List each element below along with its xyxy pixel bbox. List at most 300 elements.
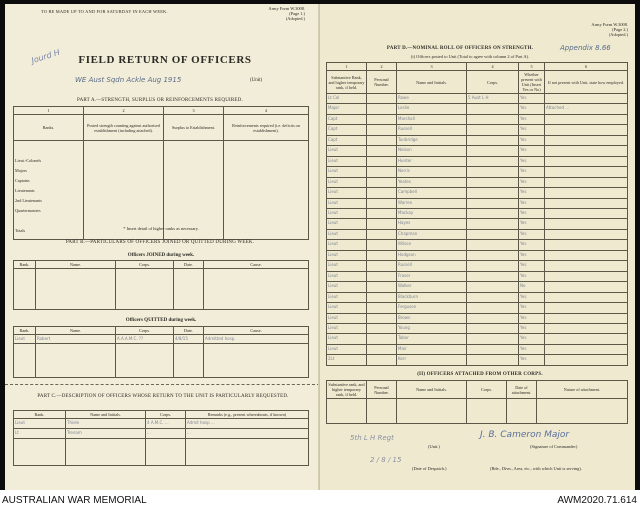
cell: Yes (519, 313, 545, 323)
cell (467, 282, 519, 292)
quitted-title: Officers QUITTED during week. (125, 318, 197, 323)
form-ref-page: (Page 2.) (612, 27, 628, 33)
col-header: Cause. (204, 261, 309, 269)
col-number: 4 (467, 63, 519, 71)
cell: Yes (519, 240, 545, 250)
cell (116, 344, 174, 378)
cell (545, 188, 628, 198)
cell (367, 355, 397, 366)
table-row (327, 313, 628, 323)
cell: Russell (397, 125, 467, 135)
cell: Lieut (327, 323, 367, 333)
cell: Yes (519, 334, 545, 344)
left-page (5, 4, 320, 490)
part-a-table (13, 106, 309, 240)
cell: ... (186, 429, 309, 439)
cell (545, 303, 628, 313)
cell (367, 177, 397, 187)
cell: Lieut (327, 334, 367, 344)
rank-label: Majors (15, 168, 27, 173)
cell: Lieut (327, 219, 367, 229)
unit-label: (Unit) (250, 78, 263, 83)
top-note: TO BE MADE UP TO AND FOR SATURDAY IN EACH WEEK. (41, 9, 168, 14)
cell (545, 323, 628, 333)
col-header: Substantive rank, and higher temporary rank, if held. (328, 382, 365, 397)
cell (467, 355, 519, 366)
cell: Warren (397, 198, 467, 208)
cell: Lieut (327, 292, 367, 302)
cell: Yeates (397, 177, 467, 187)
table-row (327, 250, 628, 260)
cell: Marshall (397, 114, 467, 124)
cell (467, 198, 519, 208)
cell: Lieut (14, 335, 36, 344)
cell: Lieut (327, 344, 367, 354)
unit-written: 5th L H Regt (350, 434, 394, 442)
cell: Lieut (327, 240, 367, 250)
table-row (327, 146, 628, 156)
cell: Lieut (327, 229, 367, 239)
table-row (327, 271, 628, 281)
cell (467, 334, 519, 344)
cell (367, 261, 397, 271)
table-row (327, 282, 628, 292)
table-row (327, 198, 628, 208)
col-number: 6 (545, 63, 628, 71)
cell (467, 208, 519, 218)
cell (367, 313, 397, 323)
cell: Yes (519, 146, 545, 156)
cell (367, 292, 397, 302)
area-label: (Bde., Divn., Area, etc., with which Unit is serving). (490, 466, 582, 471)
cell (545, 94, 628, 104)
cell (467, 125, 519, 135)
cell: Capt (327, 135, 367, 145)
cell: Yes (519, 114, 545, 124)
cell (545, 135, 628, 145)
form-reference (568, 22, 628, 38)
part-c-table (13, 410, 309, 466)
cell (467, 250, 519, 260)
cell: Russell (397, 261, 467, 271)
cell: Yes (519, 125, 545, 135)
cell: No (519, 282, 545, 292)
cell: Yes (519, 198, 545, 208)
surplus-cell (164, 141, 224, 240)
cell (367, 167, 397, 177)
cell: 5 Aust L H (467, 94, 519, 104)
cell: Yes (519, 94, 545, 104)
cell: Lieut (327, 271, 367, 281)
cell: Yes (519, 292, 545, 302)
cell: 4 A.M.C. ... (146, 419, 186, 429)
col-number: 4 (224, 107, 309, 115)
unit-label: (Unit.) (428, 444, 440, 449)
cell (545, 219, 628, 229)
cell: Robert (36, 335, 116, 344)
cell: Kerr (397, 355, 467, 366)
cell: Yes (519, 303, 545, 313)
cell: Hunter (397, 156, 467, 166)
cell: Yes (519, 167, 545, 177)
table-row (327, 114, 628, 124)
cell: Tabor (397, 334, 467, 344)
cell (467, 313, 519, 323)
cell: Hayes (397, 219, 467, 229)
cell: Yes (519, 135, 545, 145)
cell (545, 114, 628, 124)
cell (14, 344, 36, 378)
cell: Yes (519, 188, 545, 198)
cell: Lieut (327, 250, 367, 260)
cell: Yes (519, 261, 545, 271)
cell: ... (146, 429, 186, 439)
nominal-roll-table (326, 62, 628, 366)
perforation-line (5, 384, 320, 385)
cell (367, 240, 397, 250)
cell (204, 269, 309, 310)
part-b-title: PART B.—PARTICULARS OF OFFICERS JOINED OR QUITTED DURING WEEK. (65, 240, 255, 245)
cell (36, 269, 116, 310)
col-header: Remarks (e.g., present whereabouts, if known) (186, 411, 309, 419)
cell: Lt Col (327, 94, 367, 104)
table-row (327, 261, 628, 271)
cell (545, 177, 628, 187)
cell: Yes (519, 271, 545, 281)
cell: Blackburn (397, 292, 467, 302)
col-header: Rank. (14, 327, 36, 335)
rank-label: Quartermasters (15, 208, 41, 213)
footer-accession-number: AWM2020.71.614 (557, 495, 637, 506)
col-number: 5 (519, 63, 545, 71)
footer-institution: AUSTRALIAN WAR MEMORIAL (2, 495, 147, 506)
cell (467, 229, 519, 239)
table-row (327, 303, 628, 313)
nominal-roll-body (327, 94, 628, 366)
table-row (327, 292, 628, 302)
cell: Lieut (327, 188, 367, 198)
table-row (327, 177, 628, 187)
cell: Lieut (327, 177, 367, 187)
cell (467, 292, 519, 302)
cell (545, 282, 628, 292)
cell (545, 229, 628, 239)
cell: Chapman (397, 229, 467, 239)
cell: Yes (519, 177, 545, 187)
col-header: Date. (174, 327, 204, 335)
part-c-title: PART C.—DESCRIPTION OF OFFICERS WHOSE RETURN TO THE UNIT IS PARTICULARLY REQUESTED. (37, 394, 289, 399)
cell (545, 344, 628, 354)
cell (545, 208, 628, 218)
cell: Yes (519, 219, 545, 229)
cell (367, 323, 397, 333)
cell (186, 439, 309, 466)
col-header: Substantive Rank, and higher temporary rank, if held. (327, 71, 367, 94)
cell: Rowe (397, 94, 467, 104)
table-row (327, 229, 628, 239)
cell (36, 344, 116, 378)
cell (174, 344, 204, 378)
cell (545, 125, 628, 135)
cell (545, 250, 628, 260)
document-sheet (5, 4, 635, 490)
table-row (327, 167, 628, 177)
attached-title: (II) OFFICERS ATTACHED FROM OTHER CORPS. (417, 372, 543, 377)
cell: Yes (519, 323, 545, 333)
rank-list-cell (14, 141, 84, 240)
table-row (327, 355, 628, 366)
cell (367, 334, 397, 344)
col-header: Name and Initials. (397, 381, 467, 399)
right-page (320, 4, 635, 490)
table-row (327, 219, 628, 229)
cell (467, 188, 519, 198)
cell (367, 188, 397, 198)
cell: 4/8/15 (174, 335, 204, 344)
cell (367, 219, 397, 229)
cell: A.A.A.M.C. ?? (116, 335, 174, 344)
cell: Lieut (327, 208, 367, 218)
cell (545, 146, 628, 156)
cell (367, 282, 397, 292)
col-number: 1 (327, 63, 367, 71)
table-row (327, 135, 628, 145)
table-row (327, 104, 628, 114)
form-ref-text: Army Form W.3008. (591, 22, 628, 27)
table-row (14, 429, 309, 439)
col-header: Date of attachment. (507, 381, 537, 399)
col-header: Corps. (116, 261, 174, 269)
table-row (327, 208, 628, 218)
cell: Admitted hosp. (204, 335, 309, 344)
cell: Capt (327, 125, 367, 135)
cell (507, 399, 537, 424)
cell (467, 177, 519, 187)
cell: Yes (519, 156, 545, 166)
joined-table (13, 260, 309, 310)
cell: Lieut (14, 419, 66, 429)
cell (545, 292, 628, 302)
cell (367, 156, 397, 166)
cell (367, 229, 397, 239)
cell: Nelson (397, 146, 467, 156)
cell: Tunbridge (397, 135, 467, 145)
rank-label: Captains (15, 178, 30, 183)
cell (367, 198, 397, 208)
cell (367, 208, 397, 218)
col-header: Corps. (116, 327, 174, 335)
cell (397, 399, 467, 424)
posted-strength-cell (84, 141, 164, 240)
cell: Thiele (66, 419, 146, 429)
table-row (327, 240, 628, 250)
joined-title: Officers JOINED during week. (127, 253, 195, 258)
table-row (327, 323, 628, 333)
col-header: Nature of attachment. (537, 381, 628, 399)
cell: Trenam (66, 429, 146, 439)
cell: Capt (327, 114, 367, 124)
col-number: 3 (164, 107, 224, 115)
cell (367, 135, 397, 145)
form-ref-adopted: (Adopted.) (285, 16, 305, 22)
date-label: (Date of Despatch.) (412, 466, 447, 471)
cell: Admit hosp ... (186, 419, 309, 429)
part-d-title: PART D.—NOMINAL ROLL OF OFFICERS ON STRENGTH. (386, 46, 534, 51)
cell (537, 399, 628, 424)
signature-label: (Signature of Commander) (530, 444, 578, 449)
cell: Lieut (327, 313, 367, 323)
pencil-margin-note: Jourd H (30, 47, 61, 66)
col-header: Date. (174, 261, 204, 269)
cell (367, 104, 397, 114)
cell: Young (397, 323, 467, 333)
quitted-table (13, 326, 309, 378)
form-title: FIELD RETURN OF OFFICERS (78, 54, 252, 66)
col-header: Corps. (146, 411, 186, 419)
cell (367, 271, 397, 281)
cell (467, 146, 519, 156)
col-header: Ranks. (14, 115, 84, 141)
attached-table (326, 380, 628, 424)
cell (545, 156, 628, 166)
cell (367, 303, 397, 313)
col-header: Reinforcements required (i.e. deficits on establishment). (224, 115, 309, 141)
cell: Lieut (327, 167, 367, 177)
col-header: Rank. (14, 261, 36, 269)
cell (545, 261, 628, 271)
cell (174, 269, 204, 310)
cell: Mair (397, 344, 467, 354)
cell (467, 271, 519, 281)
cell: Yes (519, 229, 545, 239)
table-row (327, 334, 628, 344)
cell: Lieut (327, 282, 367, 292)
table-row (327, 344, 628, 354)
table-row (14, 335, 309, 344)
col-header: Whether present with Unit (Insert Yes or No) (519, 71, 545, 94)
star-note: * Insert detail of higher ranks as necessary. (123, 226, 199, 231)
form-ref-page: (Page 1.) (289, 11, 305, 17)
col-number: 1 (14, 107, 84, 115)
cell (367, 250, 397, 260)
cell (367, 399, 397, 424)
col-number: 3 (397, 63, 467, 71)
cell (367, 146, 397, 156)
cell: Leslie (397, 104, 467, 114)
cell: Attached ... (545, 104, 628, 114)
col-header: Corps. (467, 71, 519, 94)
cell: Ferguson (397, 303, 467, 313)
col-header: Posted strength counting against authorised establishment (including attached). (84, 115, 164, 141)
col-header: Rank. (14, 411, 66, 419)
cell: Fraser (397, 271, 467, 281)
part-d-subtitle: (i) Officers posted to Unit (Total to agree with column 2 of Part A). (410, 54, 530, 59)
cell (367, 94, 397, 104)
cell (66, 439, 146, 466)
cell (545, 271, 628, 281)
cell: Major (327, 104, 367, 114)
cell (467, 323, 519, 333)
cell (467, 219, 519, 229)
cell (204, 344, 309, 378)
cell (467, 167, 519, 177)
col-header: Name. (36, 327, 116, 335)
cell (14, 269, 36, 310)
cell: Lieut (327, 303, 367, 313)
cell (367, 344, 397, 354)
rank-label: Lieutenants (15, 188, 35, 193)
cell: Yes (519, 344, 545, 354)
col-header: Cause. (204, 327, 309, 335)
col-header: If not present with Unit, state how employed. (545, 71, 628, 94)
cell (467, 104, 519, 114)
col-header: Surplus to Establishment. (164, 115, 224, 141)
cell: Lt (14, 429, 66, 439)
cell (467, 261, 519, 271)
cell: Campbell (397, 188, 467, 198)
cell: Lieut (327, 198, 367, 208)
rank-label: Totals (15, 228, 26, 233)
col-number: 2 (84, 107, 164, 115)
rank-label: Lieut.-Colonels (15, 158, 42, 163)
cell (467, 399, 507, 424)
col-header: Personal Number. (367, 71, 397, 94)
cell: Yes (519, 355, 545, 366)
cell (146, 439, 186, 466)
cell (467, 156, 519, 166)
appendix-note: Appendix 8.66 (560, 44, 611, 52)
cell: Yes (519, 208, 545, 218)
cell (545, 355, 628, 366)
cell (116, 269, 174, 310)
cell: Wilson (397, 240, 467, 250)
cell (14, 439, 66, 466)
col-header: Name and Initials. (66, 411, 146, 419)
cell (545, 198, 628, 208)
form-ref-text: Army Form W.3008. (268, 6, 305, 11)
form-reference (245, 6, 305, 22)
cell (467, 114, 519, 124)
reinforcements-cell (224, 141, 309, 240)
cell (467, 240, 519, 250)
cell: Yes (519, 104, 545, 114)
cell: Lieut (327, 261, 367, 271)
rank-label: 2nd Lieutenants (15, 198, 42, 203)
col-header: Corps. (467, 381, 507, 399)
cell: Lieut (327, 156, 367, 166)
cell (545, 167, 628, 177)
col-header: Name. (36, 261, 116, 269)
cell (327, 399, 367, 424)
form-ref-adopted: (Adopted.) (608, 32, 628, 38)
col-header: Name and Initials. (397, 71, 467, 94)
cell (467, 303, 519, 313)
cell: Brown (397, 313, 467, 323)
unit-handwritten: WE Aust Sqdn Ackle Aug 1915 (75, 76, 182, 84)
cell: Norris (397, 167, 467, 177)
table-row (327, 188, 628, 198)
table-row (327, 94, 628, 104)
table-row (327, 156, 628, 166)
cell: Mackay (397, 208, 467, 218)
cell (545, 313, 628, 323)
cell (545, 334, 628, 344)
part-a-title: PART A.—STRENGTH, SURPLUS OR REINFORCEMENTS REQUIRED. (77, 98, 243, 103)
col-number: 2 (367, 63, 397, 71)
table-row (14, 419, 309, 429)
cell: 2Lt (327, 355, 367, 366)
cell (467, 135, 519, 145)
